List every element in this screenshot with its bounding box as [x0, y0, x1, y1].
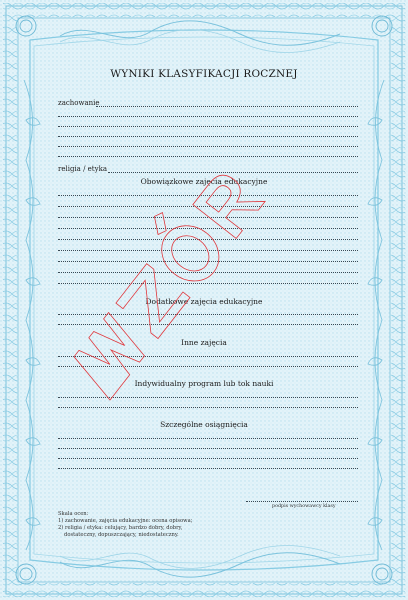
mandatory-line[interactable] [58, 272, 358, 273]
behavior-line[interactable] [58, 146, 358, 147]
achievements-line[interactable] [58, 468, 358, 469]
achievements-line[interactable] [58, 448, 358, 449]
mandatory-line[interactable] [58, 217, 358, 218]
individual-line[interactable] [58, 397, 358, 398]
behavior-line[interactable] [58, 136, 358, 137]
footnote-line-1: 1) zachowanie, zajęcia edukacyjne: ocena opisowa; [58, 518, 193, 524]
achievements-line[interactable] [58, 458, 358, 459]
other-line[interactable] [58, 356, 358, 357]
other-heading: Inne zajęcia [181, 338, 227, 347]
footnote-scale-heading: Skala ocen: [58, 511, 89, 517]
mandatory-heading: Obowiązkowe zajęcia edukacyjne [140, 177, 268, 186]
mandatory-line[interactable] [58, 261, 358, 262]
signature-caption: podpis wychowawcy klasy [272, 504, 336, 509]
additional-line[interactable] [58, 324, 358, 325]
achievements-line[interactable] [58, 438, 358, 439]
footnote-line-2: 2) religia / etyka: celujący, bardzo dobry, dobry, [58, 525, 183, 531]
behavior-line[interactable] [96, 106, 358, 107]
individual-heading: Indywidualny program lub tok nauki [134, 379, 274, 388]
behavior-label: zachowanie [58, 99, 100, 107]
individual-line[interactable] [58, 407, 358, 408]
mandatory-line[interactable] [58, 206, 358, 207]
mandatory-line[interactable] [58, 195, 358, 196]
footnote-line-3: dostateczny, dopuszczający, niedostateczny. [64, 532, 179, 538]
religion-line[interactable] [108, 172, 358, 173]
signature-line[interactable] [246, 501, 358, 502]
mandatory-line[interactable] [58, 250, 358, 251]
other-line[interactable] [58, 366, 358, 367]
behavior-line[interactable] [58, 126, 358, 127]
additional-line[interactable] [58, 314, 358, 315]
behavior-line[interactable] [58, 116, 358, 117]
mandatory-line[interactable] [58, 239, 358, 240]
mandatory-line[interactable] [58, 283, 358, 284]
religion-label: religia / etyka [58, 165, 107, 173]
additional-heading: Dodatkowe zajęcia edukacyjne [145, 297, 263, 306]
mandatory-line[interactable] [58, 228, 358, 229]
document-title: WYNIKI KLASYFIKACJI ROCZNEJ [110, 68, 298, 80]
behavior-line[interactable] [58, 156, 358, 157]
achievements-heading: Szczególne osiągnięcia [160, 420, 248, 429]
